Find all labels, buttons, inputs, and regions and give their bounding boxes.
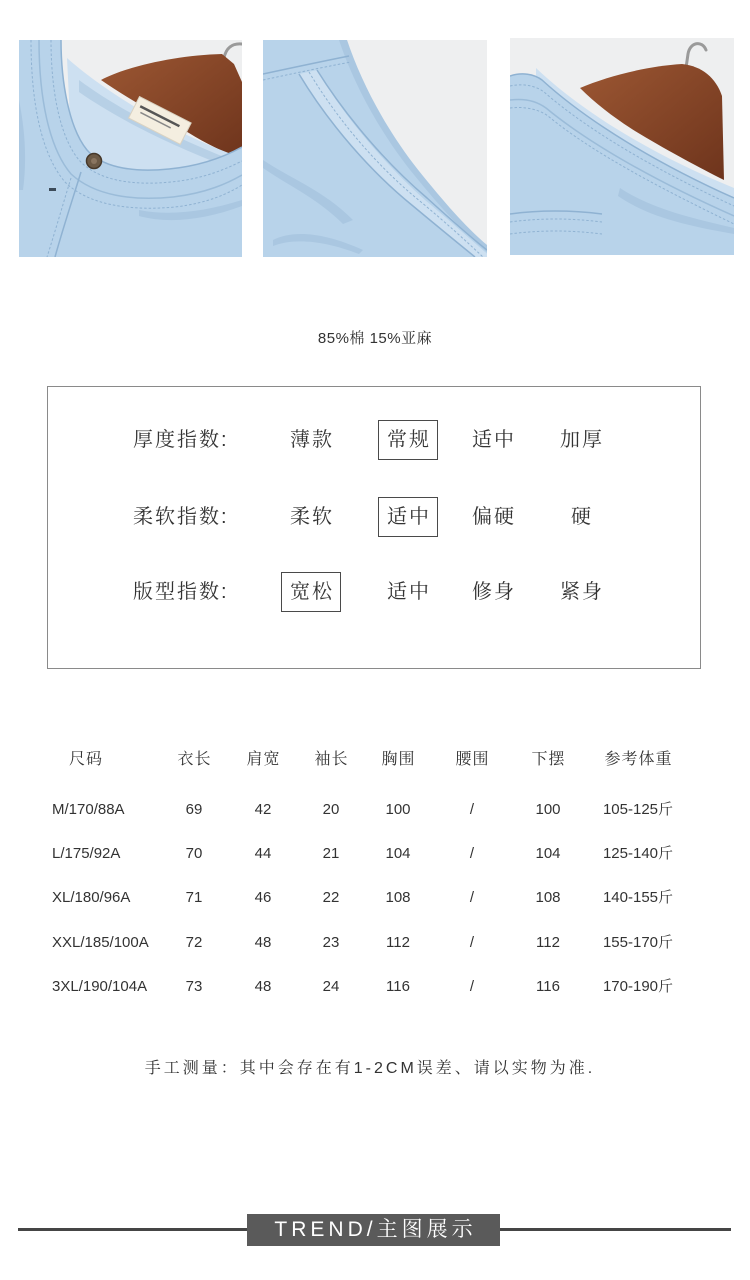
thickness-index-label: 厚度指数: <box>133 429 229 451</box>
thickness-option: 常规 <box>378 420 438 460</box>
softness-index-row <box>48 497 700 537</box>
measurement-note: 手工测量：其中会存在有1-2CM误差、请以实物为准. <box>144 1060 596 1077</box>
size-table-row <box>0 933 750 953</box>
size-table-cell: 23 <box>322 934 340 951</box>
size-table-header-cell: 衣长 <box>177 751 212 768</box>
size-table-cell: 48 <box>254 934 272 951</box>
softness-index-label: 柔软指数: <box>133 506 229 528</box>
thickness-index-row <box>48 420 700 460</box>
section-divider-left <box>18 1228 247 1231</box>
size-table-cell: 100 <box>535 801 561 818</box>
size-table-header-cell: 参考体重 <box>604 751 673 768</box>
fabric-index-box <box>47 386 701 669</box>
button-center <box>91 158 97 164</box>
size-table-cell: 3XL/190/104A <box>52 978 148 995</box>
size-table-cell: 112 <box>386 934 410 951</box>
size-table-cell: 44 <box>254 845 272 862</box>
fit-index-row <box>48 572 700 612</box>
fit-option: 宽松 <box>281 572 341 612</box>
section-title: TREND/主图展示 <box>274 1218 477 1241</box>
thickness-option: 加厚 <box>560 429 604 451</box>
section-title-banner <box>247 1214 500 1246</box>
size-table-cell: 140-155斤 <box>602 889 674 906</box>
size-table-cell: 70 <box>185 845 203 862</box>
size-table-header-cell: 肩宽 <box>246 751 281 768</box>
size-table-header-cell: 尺码 <box>69 751 104 768</box>
size-table-cell: / <box>469 934 475 951</box>
fit-option: 适中 <box>387 581 431 603</box>
size-table-cell: 71 <box>185 889 203 906</box>
size-table-cell: / <box>469 801 475 818</box>
fit-option: 紧身 <box>560 581 604 603</box>
softness-option: 适中 <box>378 497 438 537</box>
section-divider-right <box>500 1228 731 1231</box>
softness-option: 硬 <box>571 506 593 528</box>
thickness-option: 薄款 <box>290 429 334 451</box>
size-table-header <box>0 750 750 770</box>
size-table-cell: 46 <box>254 889 272 906</box>
size-table-cell: / <box>469 845 475 862</box>
size-table-cell: 116 <box>386 978 410 995</box>
size-table-cell: 170-190斤 <box>602 978 674 995</box>
size-table-header-cell: 腰围 <box>455 751 490 768</box>
size-table-cell: / <box>469 978 475 995</box>
product-photo-hanger-collar <box>510 38 734 255</box>
size-table-header-cell: 袖长 <box>314 751 349 768</box>
size-table-cell: 116 <box>536 978 560 995</box>
button-shape <box>87 154 102 169</box>
size-table-cell: 108 <box>535 889 561 906</box>
size-table-header-cell: 胸围 <box>381 751 416 768</box>
size-table-cell: 112 <box>536 934 560 951</box>
size-table-cell: 21 <box>322 845 340 862</box>
size-table-cell: 108 <box>385 889 411 906</box>
size-table-header-cell: 下摆 <box>531 751 566 768</box>
size-table-cell: 20 <box>322 801 340 818</box>
thickness-option: 适中 <box>472 429 516 451</box>
size-table-cell: 48 <box>254 978 272 995</box>
size-table-cell: 69 <box>185 801 203 818</box>
size-table-cell: 100 <box>385 801 411 818</box>
softness-option: 偏硬 <box>472 506 516 528</box>
size-table-row <box>0 800 750 820</box>
size-table-cell: 125-140斤 <box>602 845 674 862</box>
size-table-cell: XXL/185/100A <box>52 934 149 951</box>
size-table-row <box>0 844 750 864</box>
size-table-cell: XL/180/96A <box>52 889 131 906</box>
product-photo-shoulder-seam <box>263 40 487 257</box>
size-table-cell: 105-125斤 <box>602 801 674 818</box>
fabric-composition: 85%棉 15%亚麻 <box>317 330 433 347</box>
size-table-cell: M/170/88A <box>52 801 125 818</box>
buttonhole-mark <box>49 188 56 191</box>
size-table-cell: 22 <box>322 889 340 906</box>
size-table-cell: / <box>469 889 475 906</box>
size-table-cell: 104 <box>385 845 411 862</box>
size-table-cell: 155-170斤 <box>602 934 674 951</box>
size-table-cell: L/175/92A <box>52 845 121 862</box>
size-table-cell: 24 <box>322 978 340 995</box>
softness-option: 柔软 <box>290 506 334 528</box>
fit-index-label: 版型指数: <box>133 581 229 603</box>
size-table-row <box>0 888 750 908</box>
fit-option: 修身 <box>472 581 516 603</box>
size-table-cell: 42 <box>254 801 272 818</box>
size-table-cell: 104 <box>535 845 561 862</box>
size-table-cell: 73 <box>185 978 203 995</box>
size-table-row <box>0 977 750 997</box>
product-photo-collar-button <box>19 40 242 257</box>
size-table-cell: 72 <box>185 934 203 951</box>
